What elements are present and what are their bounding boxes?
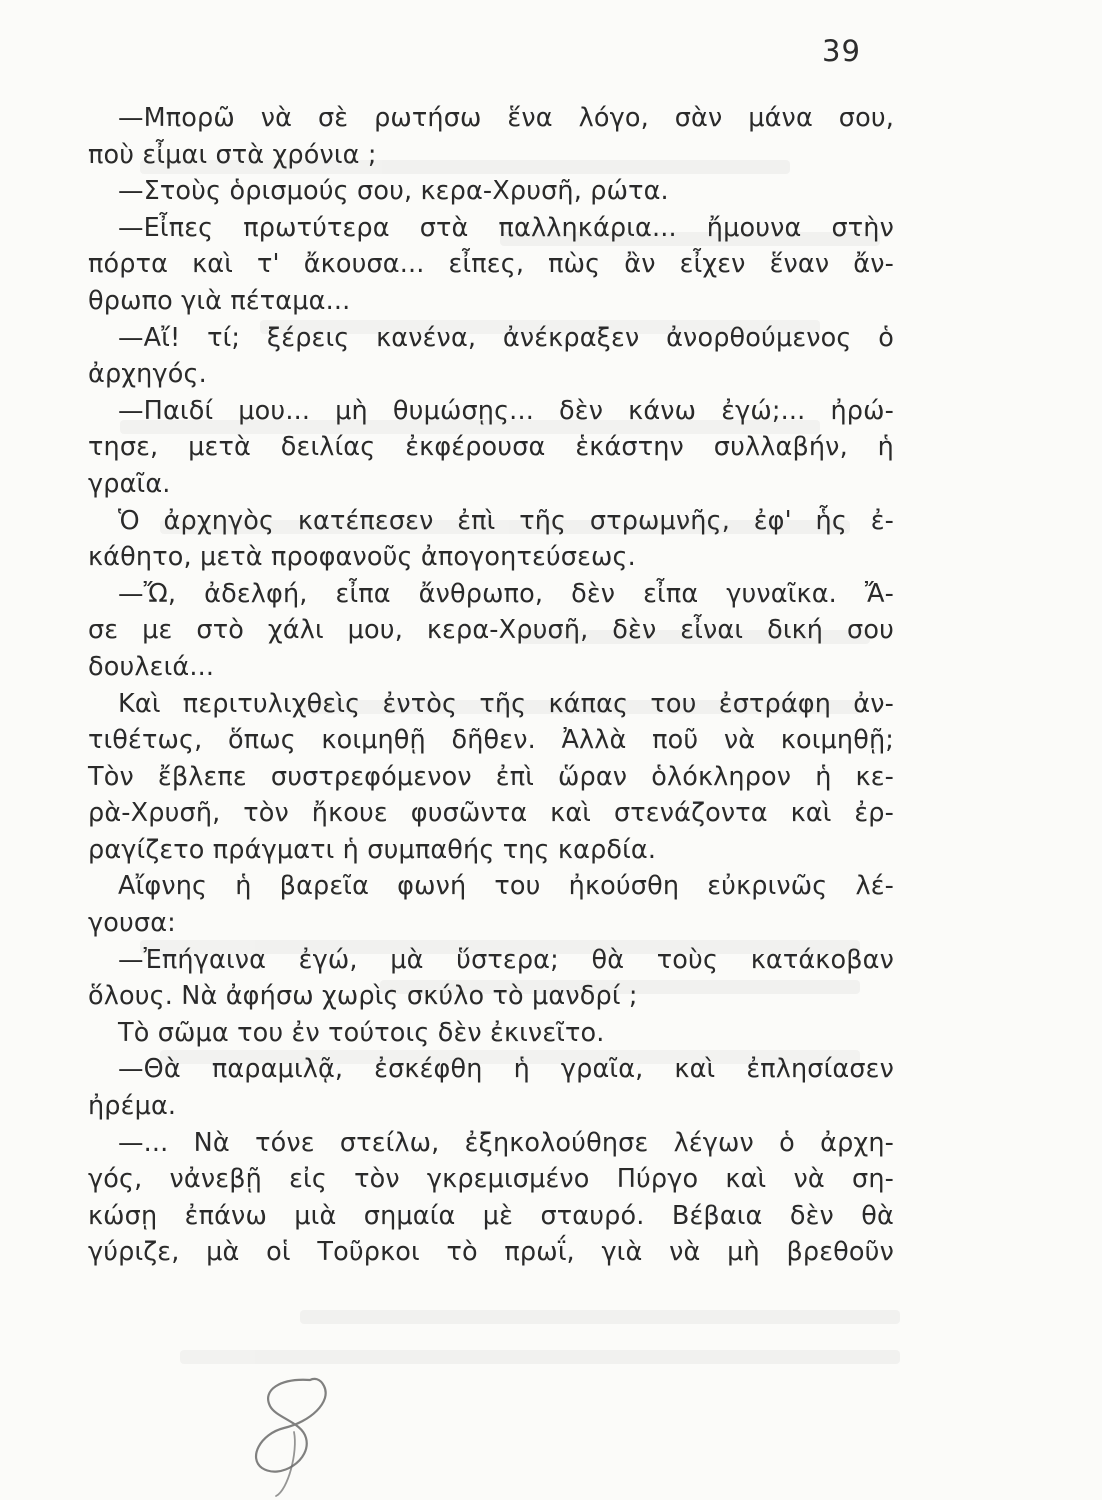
- text-line: —... Νὰ τόνε στείλω, ἐξηκολούθησε λέγων ὁ ἀρχη-: [118, 1127, 894, 1158]
- text-line: ραγίζετο πράγματι ἡ συμπαθής της καρδία.: [88, 834, 657, 865]
- text-line: Ὁ ἀρχηγὸς κατέπεσεν ἐπὶ τῆς στρωμνῆς, ἐφ' ἧς ἐ-: [118, 505, 894, 536]
- text-line: Καὶ περιτυλιχθεὶς ἐντὸς τῆς κάπας του ἐστράφη ἀν-: [118, 688, 894, 719]
- text-line: κάθητο, μετὰ προφανοῦς ἀπογοητεύσεως.: [88, 542, 636, 573]
- text-line: —Παιδί μου... μὴ θυμώσῃς... δὲν κάνω ἐγώ;... ἠρώ-: [118, 395, 894, 426]
- text-line: ἀρχηγός.: [88, 359, 207, 390]
- text-line: σε με στὸ χάλι μου, κερα-Χρυσῆ, δὲν εἶναι δική σου: [88, 615, 894, 646]
- text-line: Τὸν ἔβλεπε συστρεφόμενον ἐπὶ ὥραν ὁλόκληρον ἡ κε-: [88, 761, 894, 792]
- text-line: —Αἴ! τί; ξέρεις κανένα, ἀνέκραξεν ἀνορθούμενος ὁ: [118, 322, 894, 353]
- text-line: Αἴφνης ἡ βαρεῖα φωνή του ἠκούσθη εὐκρινῶς λέ-: [118, 871, 894, 902]
- text-line: γραῖα.: [88, 468, 171, 499]
- body-text: [88, 100, 894, 1271]
- text-line: —Μπορῶ νὰ σὲ ρωτήσω ἕνα λόγο, σὰν μάνα σου,: [118, 103, 894, 133]
- text-line: τησε, μετὰ δειλίας ἐκφέρουσα ἑκάστην συλλαβήν, ἡ: [88, 432, 894, 463]
- text-line: ὅλους. Νὰ ἀφήσω χωρὶς σκύλο τὸ μανδρί ;: [88, 981, 638, 1012]
- text-line: ἠρέμα.: [88, 1091, 177, 1122]
- text-line: Τὸ σῶμα του ἐν τούτοις δὲν ἐκινεῖτο.: [118, 1017, 605, 1048]
- text-line: —Ἐπήγαινα ἐγώ, μὰ ὕστερα; θὰ τοὺς κατάκοβαν: [118, 944, 894, 975]
- page-number: 39: [822, 34, 861, 68]
- text-line: ρὰ-Χρυσῆ, τὸν ἤκουε φυσῶντα καὶ στενάζοντα καὶ ἐρ-: [88, 798, 894, 829]
- text-line: —Ὤ, ἀδελφή, εἶπα ἄνθρωπο, δὲν εἶπα γυναῖκα. Ἄ-: [118, 578, 894, 609]
- handwritten-mark: [240, 1372, 360, 1498]
- text-line: δουλειά...: [88, 651, 215, 682]
- text-line: πόρτα καὶ τ' ἄκουσα... εἶπες, πὼς ἂν εἶχεν ἕναν ἄν-: [88, 249, 894, 280]
- text-line: ποὺ εἶμαι στὰ χρόνια ;: [88, 139, 377, 170]
- text-line: θρωπο γιὰ πέταμα...: [88, 285, 351, 316]
- text-line: —Θὰ παραμιλᾷ, ἐσκέφθη ἡ γραῖα, καὶ ἐπλησίασεν: [118, 1054, 894, 1085]
- text-line: —Εἶπες πρωτύτερα στὰ παλληκάρια... ἤμουνα στὴν: [118, 212, 894, 243]
- text-line: γός, νἀνεβῇ εἰς τὸν γκρεμισμένο Πύργο καὶ νὰ ση-: [88, 1164, 894, 1195]
- text-line: —Στοὺς ὁρισμούς σου, κερα-Χρυσῆ, ρώτα.: [118, 176, 669, 207]
- text-line: τιθέτως, ὅπως κοιμηθῇ δῆθεν. Ἀλλὰ ποῦ νὰ κοιμηθῇ;: [88, 725, 894, 756]
- text-line: γύριζε, μὰ οἱ Τοῦρκοι τὸ πρωΐ, γιὰ νὰ μὴ βρεθοῦν: [88, 1237, 894, 1268]
- text-line: κώσῃ ἐπάνω μιὰ σημαία μὲ σταυρό. Βέβαια δὲν θὰ: [88, 1200, 894, 1231]
- text-line: γουσα:: [88, 908, 176, 939]
